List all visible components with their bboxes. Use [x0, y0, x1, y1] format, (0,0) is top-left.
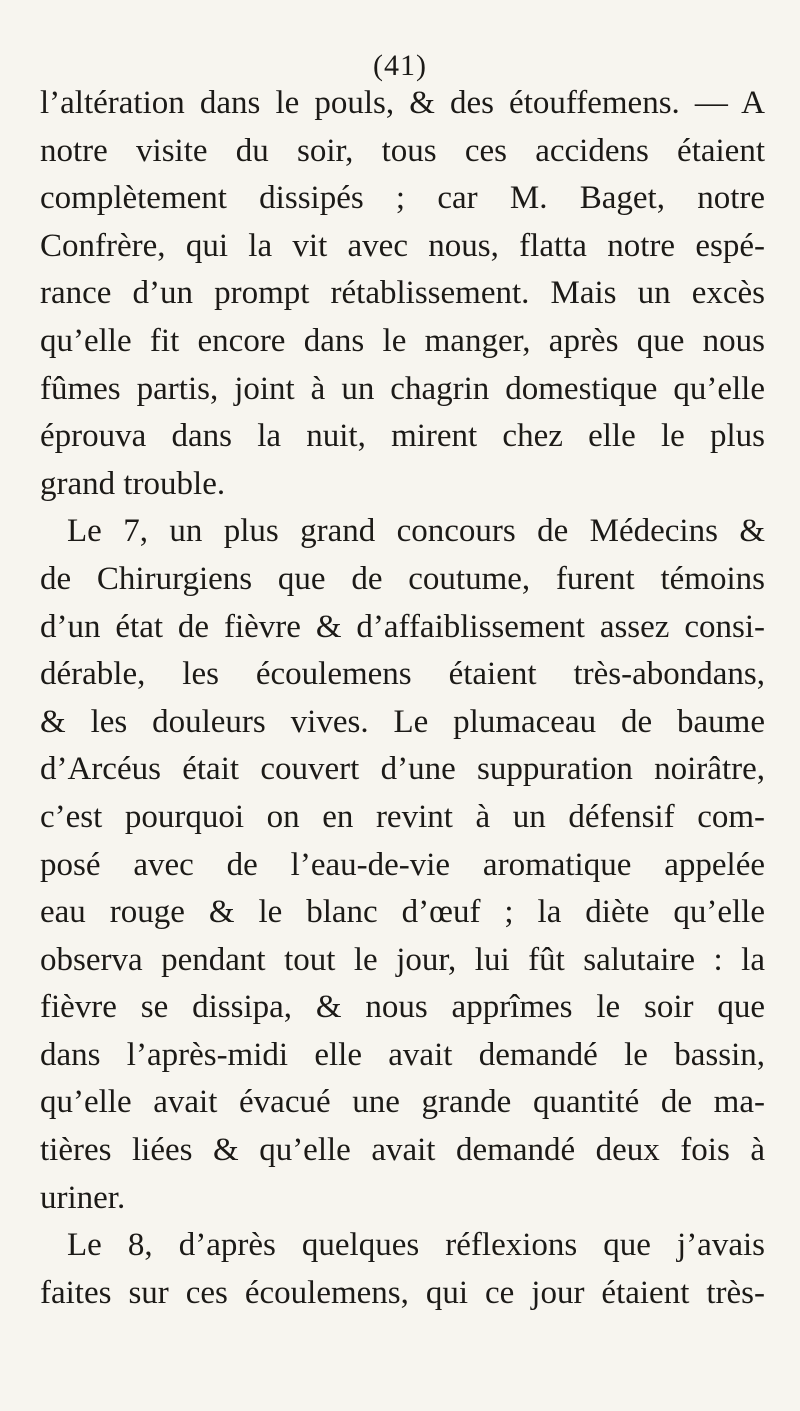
text-line: qu’elle avait évacué une grande quantité de ma-: [40, 1084, 765, 1121]
body-text: [40, 80, 765, 1317]
text-line: fièvre se dissipa, & nous apprîmes le soir que: [40, 989, 765, 1026]
text-line: dérable, les écoulemens étaient très-abondans,: [40, 656, 765, 693]
text-line: Confrère, qui la vit avec nous, flatta notre espé-: [40, 227, 765, 264]
text-line: tières liées & qu’elle avait demandé deux fois à: [40, 1132, 765, 1169]
text-line: grand trouble.: [40, 465, 226, 502]
text-line: qu’elle fit encore dans le manger, après que nous: [40, 322, 765, 359]
text-line: d’un état de fièvre & d’affaiblissement assez consi-: [40, 608, 765, 645]
text-line: l’altération dans le pouls, & des étouffemens. — A: [40, 85, 765, 121]
text-line: eau rouge & le blanc d’œuf ; la diète qu’elle: [40, 894, 765, 931]
text-line: dans l’après-midi elle avait demandé le bassin,: [40, 1036, 765, 1073]
text-line: posé avec de l’eau-de-vie aromatique appelée: [40, 846, 765, 883]
text-line: observa pendant tout le jour, lui fût salutaire : la: [40, 941, 765, 978]
text-line: rance d’un prompt rétablissement. Mais un excès: [40, 275, 765, 312]
text-line: complètement dissipés ; car M. Baget, notre: [40, 180, 765, 217]
paragraph-start-line: Le 8, d’après quelques réflexions que j’avais: [67, 1227, 765, 1264]
text-line: notre visite du soir, tous ces accidens étaient: [40, 132, 765, 169]
text-line: éprouva dans la nuit, mirent chez elle le plus: [40, 418, 765, 455]
page-number: (41): [373, 49, 427, 82]
text-line: de Chirurgiens que de coutume, furent témoins: [40, 560, 765, 597]
text-line: & les douleurs vives. Le plumaceau de baume: [40, 703, 765, 740]
text-line: uriner.: [40, 1179, 126, 1216]
text-line: faites sur ces écoulemens, qui ce jour étaient très-: [40, 1274, 765, 1311]
paragraph-start-line: Le 7, un plus grand concours de Médecins &: [67, 513, 765, 550]
text-line: c’est pourquoi on en revint à un défensif com-: [40, 798, 765, 835]
text-line: fûmes partis, joint à un chagrin domestique qu’elle: [40, 370, 765, 407]
text-line: d’Arcéus était couvert d’une suppuration noirâtre,: [40, 751, 765, 788]
